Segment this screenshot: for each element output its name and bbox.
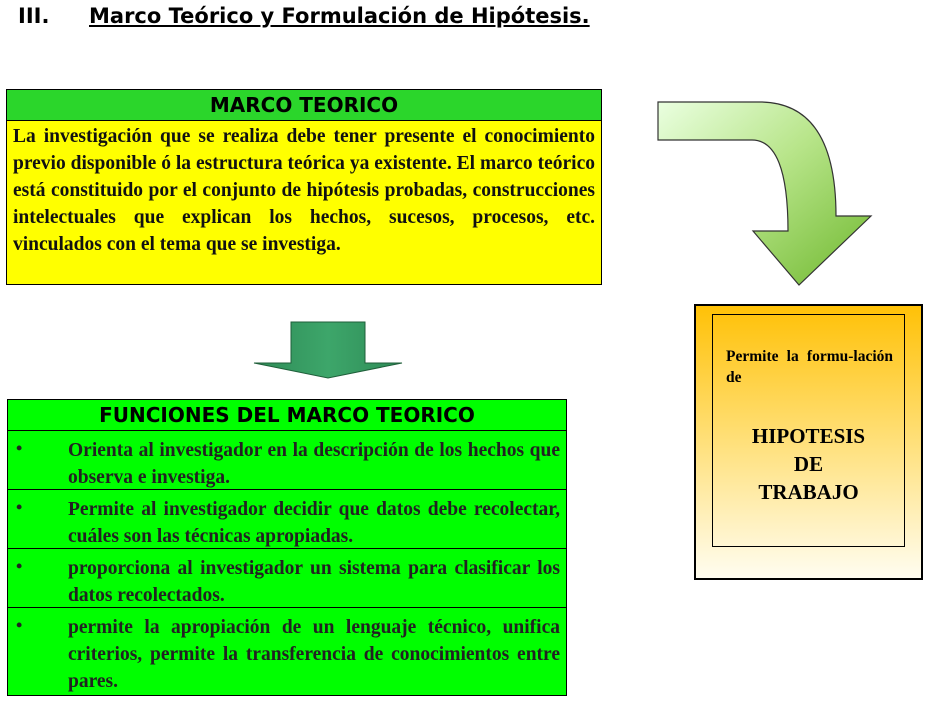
bullet-icon: •: [16, 497, 23, 517]
bullet-icon: •: [16, 556, 23, 576]
section-number: III.: [18, 4, 50, 28]
list-item: [8, 431, 566, 490]
down-arrow-icon: [254, 322, 404, 380]
list-item: [8, 608, 566, 695]
funciones-box: [7, 399, 567, 696]
bullet-icon: •: [16, 615, 23, 635]
marco-teorico-box: [6, 89, 602, 285]
bullet-icon: •: [16, 438, 23, 458]
list-item-text: Orienta al investigador en la descripción de los hechos que observa e investiga.: [68, 440, 560, 488]
section-title: Marco Teórico y Formulación de Hipótesis.: [89, 4, 590, 28]
hipotesis-label: [713, 422, 904, 506]
list-item-text: proporciona al investigador un sistema para clasificar los datos recolectados.: [68, 558, 560, 606]
list-item-text: Permite al investigador decidir que datos debe recolectar, cuáles son las técnicas apropiadas.: [68, 499, 560, 547]
hipotesis-inner-frame: [712, 314, 905, 547]
marco-teorico-title: MARCO TEORICO: [7, 90, 601, 121]
list-item: [8, 549, 566, 608]
hipotesis-line-3: TRABAJO: [758, 480, 859, 504]
list-item-text: permite la apropiación de un lenguaje técnico, unifica criterios, permite la transferencia de conocimientos entre pares.: [68, 617, 560, 692]
hipotesis-box: [694, 304, 923, 580]
list-item: [8, 490, 566, 549]
funciones-title: FUNCIONES DEL MARCO TEORICO: [8, 400, 566, 431]
hipotesis-intro: Permite la formu-lación de: [726, 348, 893, 386]
curved-arrow-icon: [652, 96, 877, 288]
slide-heading: [18, 4, 590, 28]
hipotesis-line-1: HIPOTESIS: [751, 424, 866, 448]
marco-teorico-text: La investigación que se realiza debe tener presente el conocimiento previo disponible ó la estructura teórica ya existente. El marco teórico está constituido por el conjunto de hipótesis probadas, construcciones intelectuales que explican los hechos, sucesos, procesos, etc. vinculados con el tema que se investiga.: [13, 126, 595, 255]
hipotesis-line-2: DE: [793, 452, 824, 476]
